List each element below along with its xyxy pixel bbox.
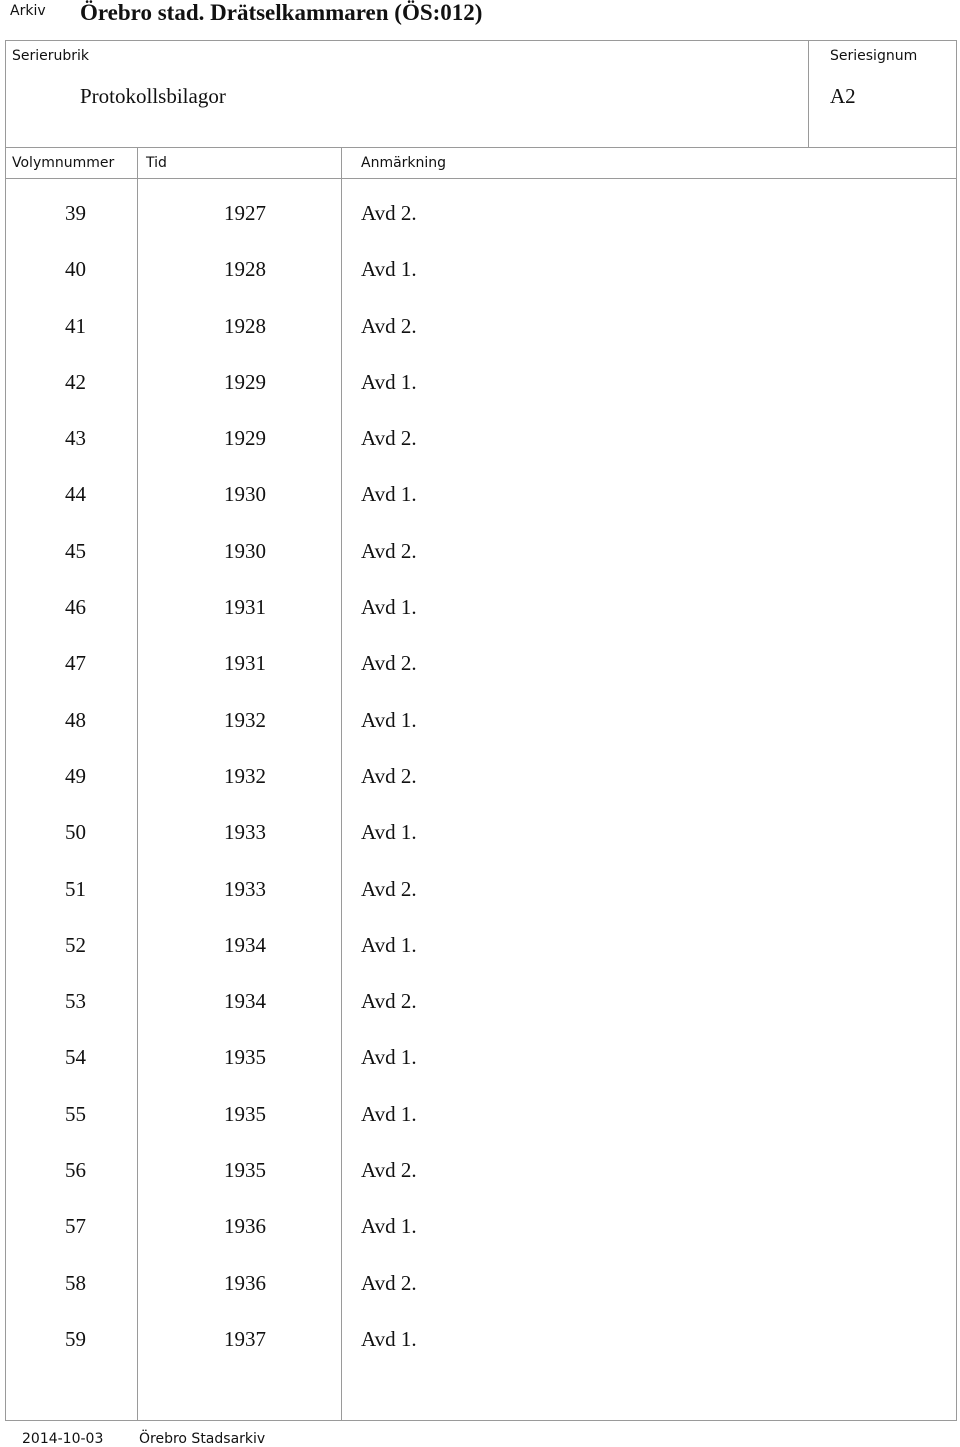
volume-number: 54 — [65, 1045, 86, 1070]
table-row — [0, 313, 960, 369]
volume-remark: Avd 1. — [361, 707, 417, 732]
volume-number: 51 — [65, 876, 86, 901]
table-row — [0, 594, 960, 650]
volume-remark: Avd 1. — [361, 257, 417, 282]
volume-year: 1931 — [224, 595, 266, 620]
serierubrik-value: Protokollsbilagor — [80, 84, 226, 108]
arkiv-label: Arkiv — [10, 3, 46, 19]
volume-year: 1935 — [224, 1158, 266, 1183]
volume-remark: Avd 2. — [361, 1270, 417, 1295]
table-row — [0, 481, 960, 537]
volume-number: 59 — [65, 1326, 86, 1351]
table-row — [0, 988, 960, 1044]
column-header-divider — [5, 178, 957, 179]
volume-number: 39 — [65, 201, 86, 225]
volume-remark: Avd 1. — [361, 482, 417, 507]
volume-year: 1935 — [224, 1045, 266, 1070]
arkiv-title: Örebro stad. Drätselkammaren (ÖS:012) — [80, 0, 483, 25]
table-row — [0, 369, 960, 425]
seriesignum-value: A2 — [830, 84, 856, 108]
footer-date: 2014-10-03 — [22, 1431, 104, 1447]
volume-year: 1934 — [224, 989, 266, 1014]
volume-remark: Avd 2. — [361, 313, 417, 338]
volume-number: 58 — [65, 1270, 86, 1295]
table-row — [0, 650, 960, 706]
table-row — [0, 1044, 960, 1100]
volume-remark: Avd 1. — [361, 1214, 417, 1239]
volume-remark: Avd 1. — [361, 1101, 417, 1126]
volume-number: 53 — [65, 989, 86, 1014]
volume-number: 55 — [65, 1101, 86, 1126]
table-row — [0, 876, 960, 932]
volume-remark: Avd 2. — [361, 1158, 417, 1183]
volume-remark: Avd 2. — [361, 538, 417, 563]
volume-year: 1933 — [224, 876, 266, 901]
volume-year: 1929 — [224, 426, 266, 451]
signum-divider — [808, 40, 809, 148]
table-row — [0, 763, 960, 819]
volume-remark: Avd 2. — [361, 876, 417, 901]
table-row — [0, 932, 960, 988]
volume-remark: Avd 2. — [361, 651, 417, 676]
volume-year: 1936 — [224, 1270, 266, 1295]
table-row — [0, 707, 960, 763]
table-row — [0, 1326, 960, 1382]
volume-year: 1933 — [224, 820, 266, 845]
volume-number: 41 — [65, 313, 86, 338]
volume-remark: Avd 2. — [361, 989, 417, 1014]
volume-remark: Avd 1. — [361, 932, 417, 957]
table-row — [0, 200, 960, 256]
volume-year: 1927 — [224, 201, 266, 225]
column-header-volym: Volymnummer — [12, 155, 115, 171]
table-row — [0, 256, 960, 312]
volume-remark: Avd 2. — [361, 426, 417, 451]
volume-number: 57 — [65, 1214, 86, 1239]
volume-year: 1930 — [224, 482, 266, 507]
volume-number: 46 — [65, 595, 86, 620]
serierubrik-label: Serierubrik — [12, 48, 90, 64]
volume-number: 48 — [65, 707, 86, 732]
volume-number: 56 — [65, 1158, 86, 1183]
table-row — [0, 1101, 960, 1157]
volume-year: 1935 — [224, 1101, 266, 1126]
table-row — [0, 819, 960, 875]
volume-year: 1932 — [224, 763, 266, 788]
volume-number: 50 — [65, 820, 86, 845]
column-header-anmarkning: Anmärkning — [361, 155, 447, 171]
volume-number: 52 — [65, 932, 86, 957]
volume-number: 40 — [65, 257, 86, 282]
volume-remark: Avd 1. — [361, 820, 417, 845]
volume-number: 45 — [65, 538, 86, 563]
volume-year: 1928 — [224, 257, 266, 282]
table-row — [0, 538, 960, 594]
volume-year: 1930 — [224, 538, 266, 563]
volume-number: 42 — [65, 369, 86, 394]
volume-remark: Avd 1. — [361, 595, 417, 620]
volume-year: 1936 — [224, 1214, 266, 1239]
volume-number: 47 — [65, 651, 86, 676]
table-row — [0, 425, 960, 481]
volume-year: 1928 — [224, 313, 266, 338]
volume-list — [0, 200, 960, 1382]
volume-year: 1934 — [224, 932, 266, 957]
table-row — [0, 1157, 960, 1213]
volume-remark: Avd 2. — [361, 763, 417, 788]
header-divider — [5, 147, 957, 148]
volume-year: 1937 — [224, 1326, 266, 1351]
volume-remark: Avd 1. — [361, 369, 417, 394]
footer-organization: Örebro Stadsarkiv — [139, 1431, 266, 1447]
volume-number: 44 — [65, 482, 86, 507]
volume-number: 43 — [65, 426, 86, 451]
seriesignum-label: Seriesignum — [830, 48, 918, 64]
volume-number: 49 — [65, 763, 86, 788]
table-row — [0, 1270, 960, 1326]
volume-remark: Avd 1. — [361, 1045, 417, 1070]
volume-year: 1932 — [224, 707, 266, 732]
volume-remark: Avd 1. — [361, 1326, 417, 1351]
column-header-tid: Tid — [146, 155, 167, 171]
volume-remark: Avd 2. — [361, 201, 417, 225]
volume-year: 1931 — [224, 651, 266, 676]
volume-year: 1929 — [224, 369, 266, 394]
table-row — [0, 1213, 960, 1269]
